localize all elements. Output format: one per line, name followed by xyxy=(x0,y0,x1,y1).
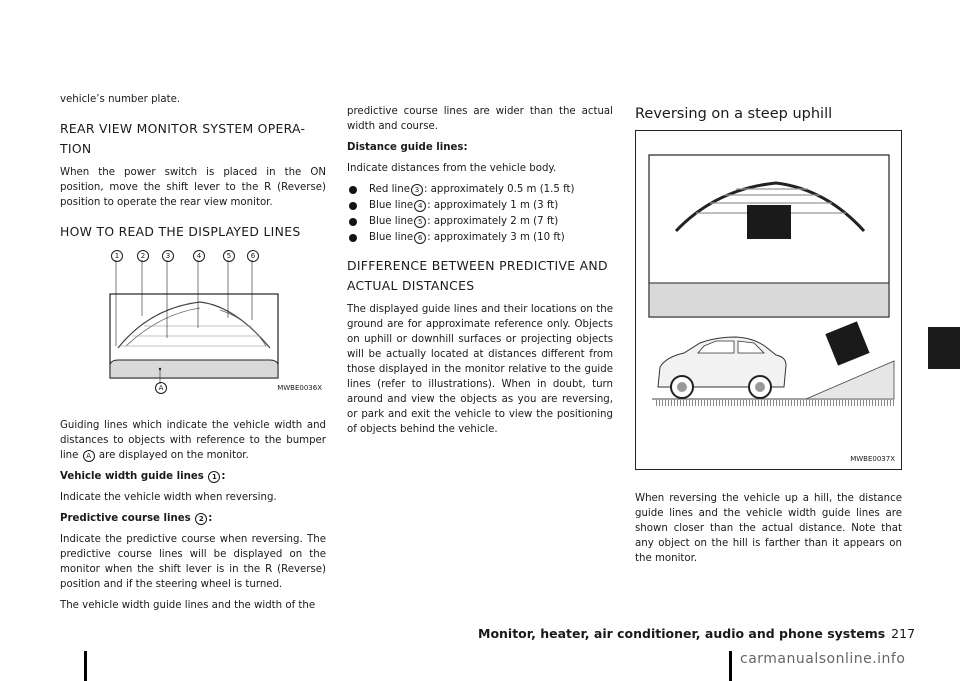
width-guide-title: Vehicle width guide lines 1 : xyxy=(60,471,226,482)
bullet-icon xyxy=(349,218,357,226)
column-1 xyxy=(60,92,326,619)
bullet-icon xyxy=(349,234,357,242)
bullet-icon xyxy=(349,202,357,210)
car-illustration xyxy=(658,337,786,398)
heading-rear-view-monitor: REAR VIEW MONITOR SYSTEM OPERA-TION xyxy=(60,121,306,156)
footer-title: Monitor, heater, air conditioner, audio and phone systems xyxy=(478,626,886,641)
heading-difference: DIFFERENCE BETWEEN PREDICTIVE AND ACTUAL DISTANCES xyxy=(347,258,608,293)
marker-a: A xyxy=(83,450,95,462)
intro-text: vehicle’s number plate. xyxy=(60,94,181,105)
column-3 xyxy=(635,104,902,572)
predictive-text: Indicate the predictive course when reversing. The predictive course lines will be displayed on the monitor when the shift lever is in the R (Reverse) position and if the steering wheel is turned. xyxy=(60,534,326,590)
fig-label-2: 2 xyxy=(137,250,149,262)
crop-mark-left xyxy=(84,651,87,681)
predictive-title: Predictive course lines 2 : xyxy=(60,513,213,524)
fig-label-1: 1 xyxy=(111,250,123,262)
fig-label-6: 6 xyxy=(247,250,259,262)
crop-mark-center xyxy=(729,651,732,681)
uphill-diagram xyxy=(636,131,901,469)
figure-code-2: MWBE0037X xyxy=(850,455,895,463)
figure-guide-lines xyxy=(60,248,326,398)
watermark: carmanualsonline.info xyxy=(740,651,906,667)
width-guide-text: Indicate the vehicle width when reversing. xyxy=(60,492,277,503)
guide-lines-diagram xyxy=(60,248,326,398)
page-number: 217 xyxy=(891,626,916,641)
page-footer xyxy=(478,626,915,641)
fig-label-4: 4 xyxy=(193,250,205,262)
heading-steep-uphill: Reversing on a steep uphill xyxy=(635,106,833,122)
section-edge-tab xyxy=(928,327,960,369)
distance-list xyxy=(347,182,613,246)
marker-1: 1 xyxy=(208,471,220,483)
marker-2: 2 xyxy=(195,513,207,525)
fig-label-5: 5 xyxy=(223,250,235,262)
para-last: The vehicle width guide lines and the width of the xyxy=(60,600,316,611)
distance-text: Indicate distances from the vehicle body. xyxy=(347,163,557,174)
para-operation: When the power switch is placed in the ON position, move the shift lever to the R (Reverse) position to operate the rear view monitor. xyxy=(60,167,326,208)
heading-how-to-read: HOW TO READ THE DISPLAYED LINES xyxy=(60,224,301,239)
bullet-icon xyxy=(349,186,357,194)
para-guiding-lines: Guiding lines which indicate the vehicle width and distances to objects with reference to the bumper line A are displayed on the monitor. xyxy=(60,420,326,461)
list-item: Blue line 5 : approximately 2 m (7 ft) xyxy=(347,214,613,230)
list-item: Blue line 4 : approximately 1 m (3 ft) xyxy=(347,198,613,214)
list-item: Red line 3 : approximately 0.5 m (1.5 ft) xyxy=(347,182,613,198)
para-difference: The displayed guide lines and their locations on the ground are for approximate reference only. Objects on uphill or downhill surfaces or projecting objects will be actually located at distances different from those displayed in the monitor relative to the guide lines (refer to illustrations). When in doubt, turn around and view the objects as you are reversing, or park and exit the vehicle to view the positioning of objects behind the vehicle. xyxy=(347,304,613,435)
figure-uphill xyxy=(635,130,902,470)
list-item: Blue line 6 : approximately 3 m (10 ft) xyxy=(347,230,613,246)
fig-label-3: 3 xyxy=(162,250,174,262)
fig-label-a: A xyxy=(155,382,167,394)
figure-code-1: MWBE0036X xyxy=(277,384,322,392)
para-uphill: When reversing the vehicle up a hill, the distance guide lines and the vehicle width guide lines are shown closer than the actual distance. Note that any object on the hill is farther than it appears on the monitor. xyxy=(635,493,902,564)
distance-title: Distance guide lines: xyxy=(347,142,468,153)
para-wider: predictive course lines are wider than the actual width and course. xyxy=(347,106,613,132)
column-2 xyxy=(347,104,613,443)
